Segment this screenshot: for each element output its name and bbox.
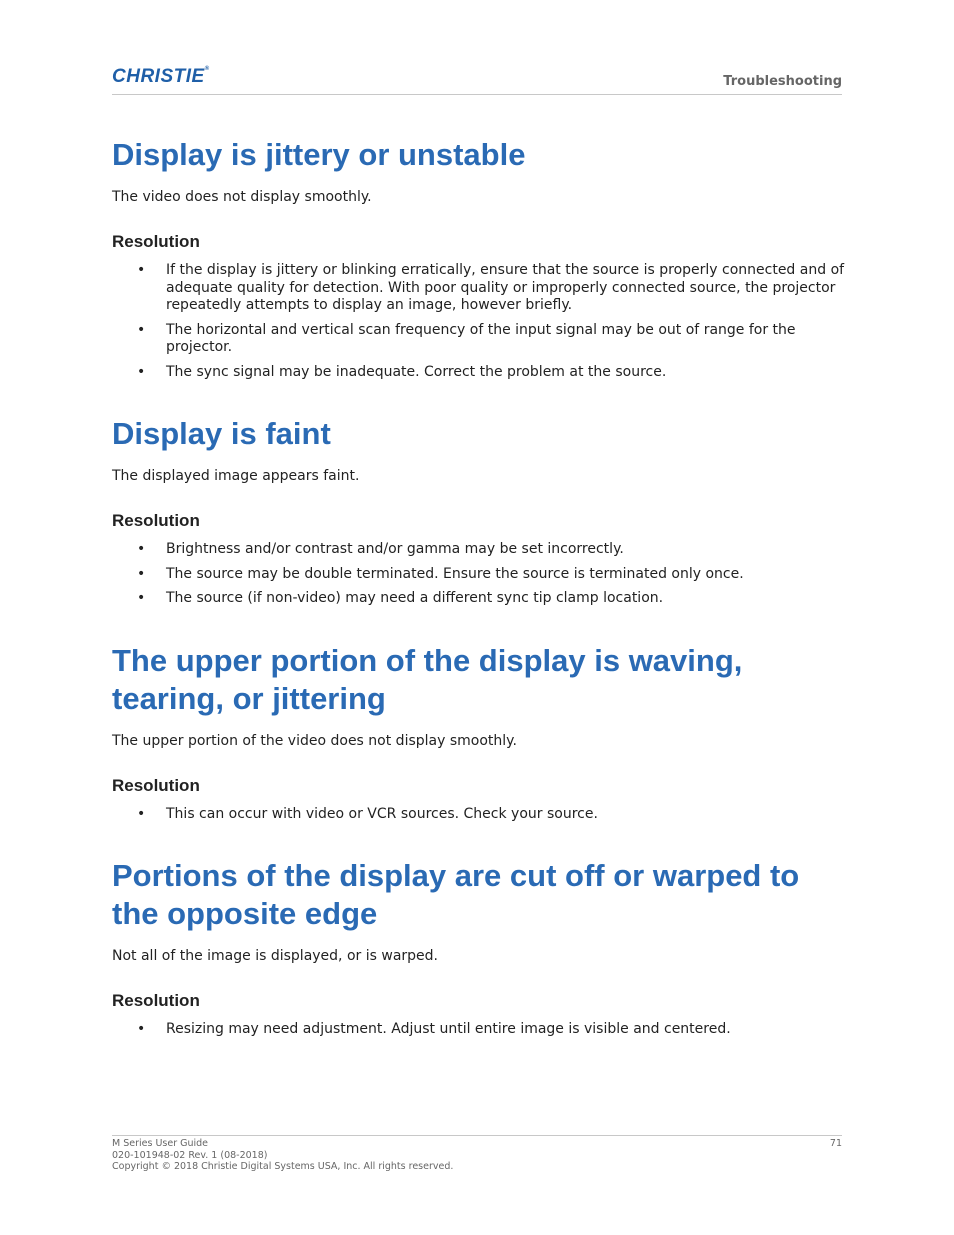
list-item: • This can occur with video or VCR sources. Check your source. bbox=[112, 806, 847, 824]
resolution-heading: Resolution bbox=[112, 991, 200, 1010]
page-number: 71 bbox=[829, 1138, 842, 1149]
section-description: The upper portion of the video does not display smoothly. bbox=[112, 732, 517, 749]
section-cut-off-warped bbox=[112, 857, 847, 1039]
footer-guide: M Series User Guide bbox=[112, 1138, 209, 1149]
logo-trademark: ® bbox=[204, 66, 210, 72]
resolution-list bbox=[112, 1021, 847, 1039]
section-title: Display is faint bbox=[112, 416, 331, 451]
list-item: • Brightness and/or contrast and/or gamma may be set incorrectly. bbox=[112, 541, 847, 559]
section-title: Display is jittery or unstable bbox=[112, 137, 526, 172]
main-content bbox=[112, 136, 847, 1046]
section-title: Portions of the display are cut off or warped to the opposite edge bbox=[112, 858, 800, 931]
footer-copyright: Copyright © 2018 Christie Digital Systems USA, Inc. All rights reserved. bbox=[112, 1161, 454, 1172]
resolution-list bbox=[112, 262, 847, 381]
section-upper-waving bbox=[112, 642, 847, 824]
section-description: The displayed image appears faint. bbox=[112, 468, 360, 484]
section-jittery bbox=[112, 136, 847, 381]
footer-doc-number: 020-101948-02 Rev. 1 (08-2018) bbox=[112, 1149, 268, 1161]
section-faint bbox=[112, 415, 847, 608]
section-description: Not all of the image is displayed, or is warped. bbox=[112, 948, 438, 964]
list-item: • The sync signal may be inadequate. Correct the problem at the source. bbox=[112, 364, 847, 382]
list-item: • Resizing may need adjustment. Adjust until entire image is visible and centered. bbox=[112, 1021, 847, 1039]
resolution-heading: Resolution bbox=[112, 232, 200, 251]
resolution-heading: Resolution bbox=[112, 775, 200, 795]
list-item: • The source (if non-video) may need a different sync tip clamp location. bbox=[112, 590, 847, 608]
christie-logo bbox=[112, 66, 210, 88]
list-item: • If the display is jittery or blinking erratically, ensure that the source is properly connected and of adequate quality for detection. With poor quality or improperly connected source, the projector repeatedly attempts to display an image, however briefly. bbox=[112, 262, 847, 315]
list-item: • The source may be double terminated. Ensure the source is terminated only once. bbox=[112, 566, 847, 584]
resolution-heading: Resolution bbox=[112, 511, 200, 530]
section-name: Troubleshooting bbox=[723, 74, 842, 89]
resolution-list bbox=[112, 541, 847, 608]
page-header bbox=[112, 66, 842, 95]
page-footer bbox=[112, 1135, 842, 1173]
list-item: • The horizontal and vertical scan frequency of the input signal may be out of range for the projector. bbox=[112, 322, 847, 357]
logo-text: CHRISTIE bbox=[112, 66, 205, 87]
section-title: The upper portion of the display is waving, tearing, or jittering bbox=[112, 642, 743, 716]
section-description: The video does not display smoothly. bbox=[112, 189, 372, 205]
resolution-list bbox=[112, 806, 847, 824]
